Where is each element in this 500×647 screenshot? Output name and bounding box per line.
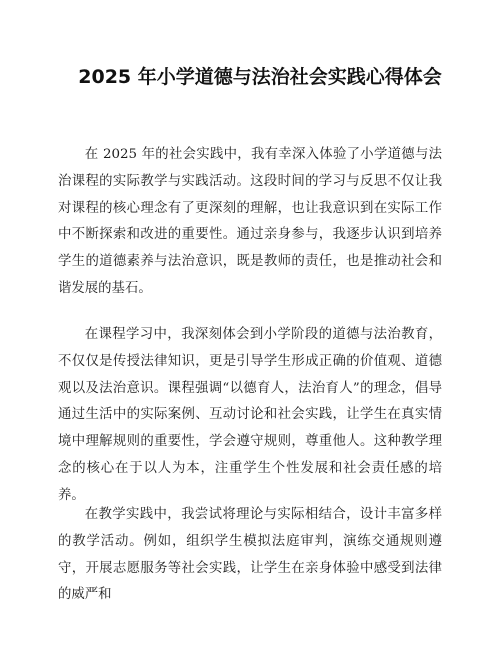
paragraph-1: 在 2025 年的社会实践中，我有幸深入体验了小学道德与法治课程的实际教学与实践活动。这段时间的学习与反思不仅让我对课程的核心理念有了更深刻的理解，也让我意识到在实际工作中不断探索和改进的重要性。通过亲身参与，我逐步认识到培养学生的道德素养与法治意识，既是教师的责任，也是推动社会和谐发展的基石。 xyxy=(58,147,442,296)
paragraph-2: 在课程学习中，我深刻体会到小学阶段的道德与法治教育，不仅仅是传授法律知识，更是引导学生形成正确的价值观、道德观以及法治意识。课程强调“以德育人，法治育人”的理念，倡导通过生活中的实际案例、互动讨论和社会实践，让学生在真实情境中理解规则的重要性，学会遵守规则，尊重他人。这种教学理念的核心在于以人为本，注重学生个性发展和社会责任感的培养。 xyxy=(58,327,442,503)
document-title: 2025 年小学道德与法治社会实践心得体会 xyxy=(78,66,442,88)
paragraph-3: 在教学实践中，我尝试将理论与实际相结合，设计丰富多样的教学活动。例如，组织学生模拟法庭审判，演练交通规则遵守，开展志愿服务等社会实践，让学生在亲身体验中感受到法律的威严和 xyxy=(58,507,442,603)
